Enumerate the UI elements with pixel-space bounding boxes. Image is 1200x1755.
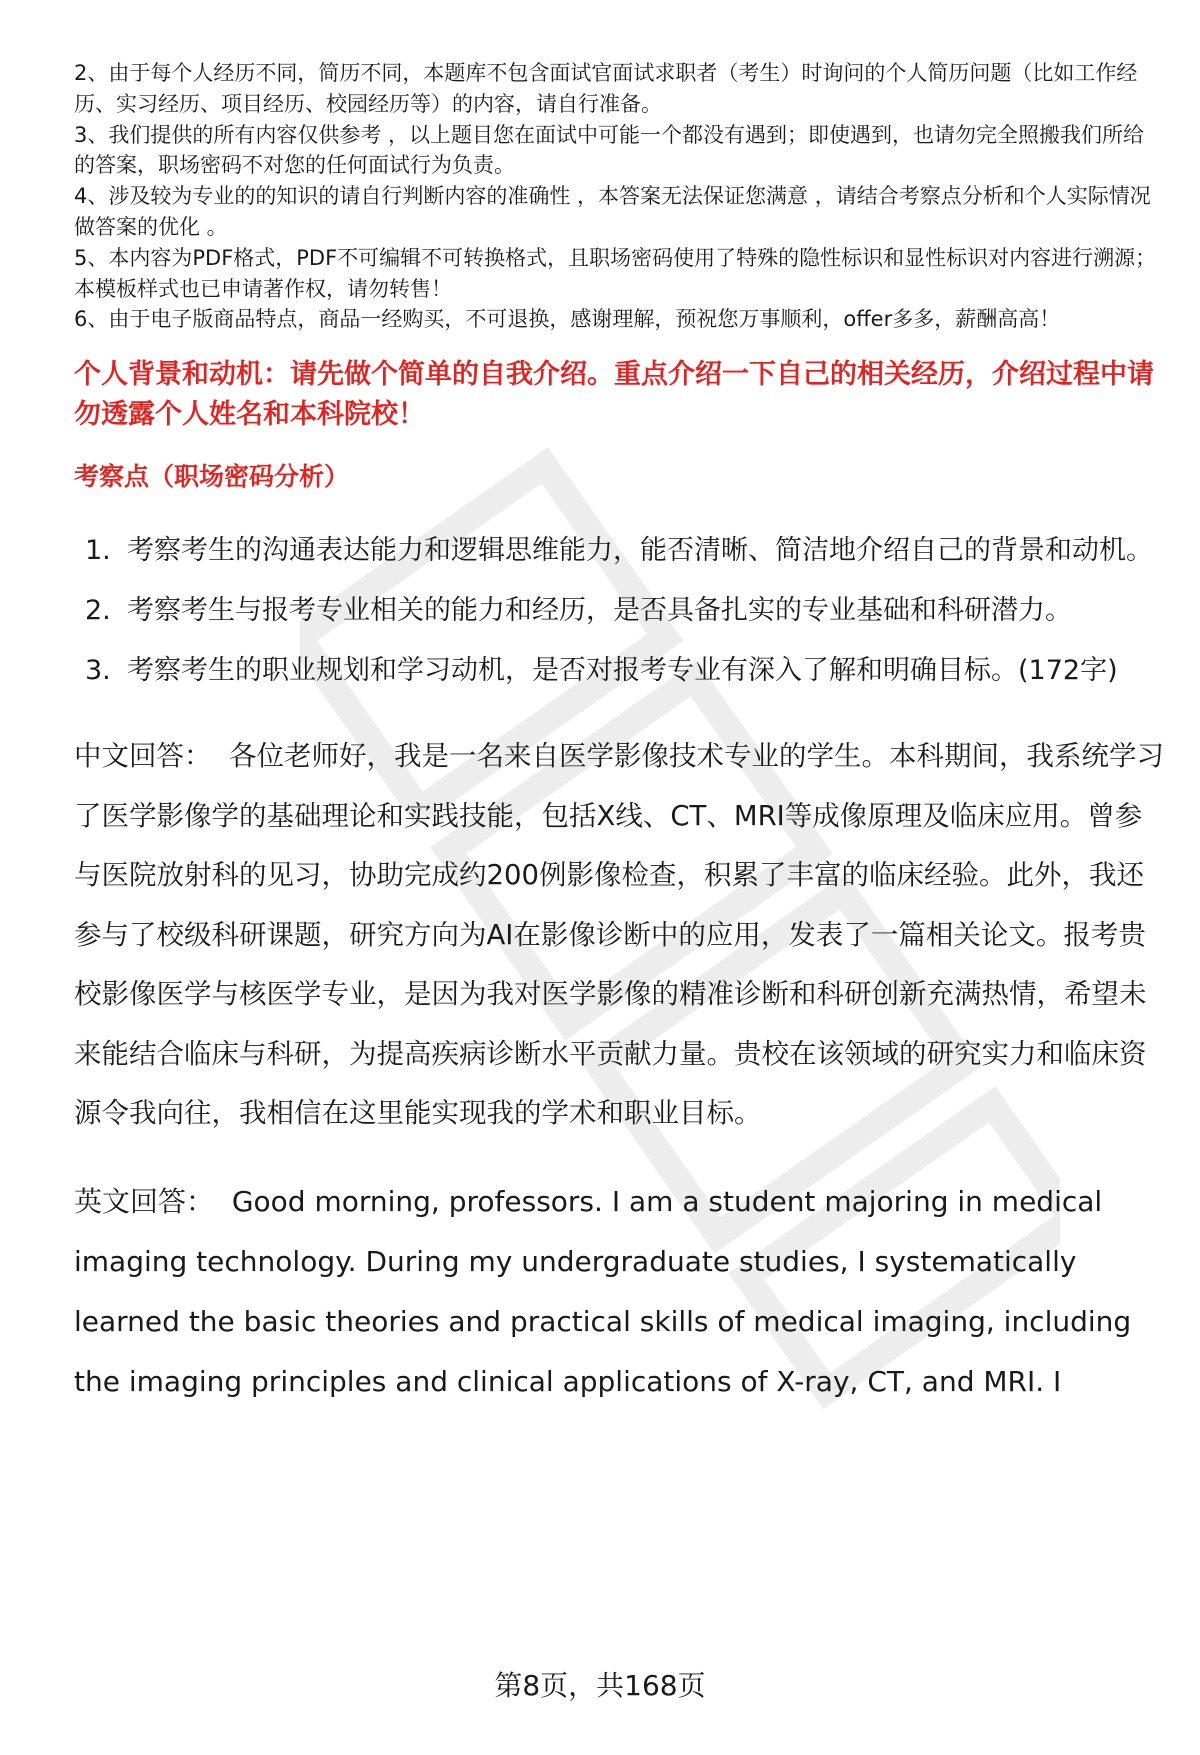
chinese-answer-label: 中文回答： — [74, 740, 212, 773]
english-answer-label: 英文回答： — [74, 1184, 215, 1218]
analysis-title: 考察点（职场密码分析） — [74, 462, 350, 492]
point-number: 2. — [85, 595, 111, 627]
document-page — [74, 58, 1164, 1412]
chinese-answer — [74, 727, 1164, 1144]
english-answer-text: Good morning, professors. I am a student majoring in medical imaging technology. During my undergraduate studies, I systematically learned the basic theories and practical skills of medical imaging, including the imaging principles and clinical applications of X-ray, CT, and MRI. I — [74, 1184, 1132, 1398]
note-item: 5、本内容为PDF格式，PDF不可编辑不可转换格式，且职场密码使用了特殊的隐性标识和显性标识对内容进行溯源；本模板样式也已申请著作权，请勿转售！ — [74, 245, 1157, 301]
analysis-point — [74, 581, 1164, 641]
note-item: 4、涉及较为专业的的知识的请自行判断内容的准确性 ，本答案无法保证您满意 ，请结合考察点分析和个人实际情况做答案的优化 。 — [74, 184, 1151, 239]
analysis-point — [74, 521, 1164, 581]
point-text: 考察考生与报考专业相关的能力和经历，是否具备扎实的专业基础和科研潜力。 — [127, 595, 1072, 627]
interview-question: 个人背景和动机：请先做个简单的自我介绍。重点介绍一下自己的相关经历，介绍过程中请勿透露个人姓名和本科院校！ — [74, 359, 1154, 431]
disclaimer-notes — [74, 58, 1164, 335]
point-text: 考察考生的沟通表达能力和逻辑思维能力，能否清晰、简洁地介绍自己的背景和动机。 — [127, 535, 1153, 567]
note-item: 6、由于电子版商品特点，商品一经购买，不可退换，感谢理解，预祝您万事顺利，offer多多，薪酬高高！ — [74, 307, 1061, 332]
note-item: 2、由于每个人经历不同，简历不同，本题库不包含面试官面试求职者（考生）时询问的个人简历问题（比如工作经历、实习经历、项目经历、校园经历等）的内容，请自行准备。 — [74, 61, 1138, 116]
analysis-point — [74, 641, 1164, 701]
page-number: 第8页，共168页 — [494, 1669, 706, 1702]
english-answer — [74, 1172, 1164, 1412]
point-text: 考察考生的职业规划和学习动机，是否对报考专业有深入了解和明确目标。(172字) — [127, 655, 1118, 687]
chinese-answer-text: 各位老师好，我是一名来自医学影像技术专业的学生。本科期间，我系统学习了医学影像学的基础理论和实践技能，包括X线、CT、MRI等成像原理及临床应用。曾参与医院放射科的见习，协助完成约200例影像检查，积累了丰富的临床经验。此外，我还参与了校级科研课题，研究方向为AI在影像诊断中的应用，发表了一篇相关论文。报考贵校影像医学与核医学专业，是因为我对医学影像的精准诊断和科研创新充满热情，希望未来能结合临床与科研，为提高疾病诊断水平贡献力量。贵校在该领域的研究实力和临床资源令我向往，我相信在这里能实现我的学术和职业目标。 — [74, 740, 1164, 1130]
point-number: 1. — [85, 535, 111, 567]
analysis-points — [74, 521, 1164, 701]
note-item: 3、我们提供的所有内容仅供参考 ，以上题目您在面试中可能一个都没有遇到；即使遇到，也请勿完全照搬我们所给的答案，职场密码不对您的任何面试行为负责。 — [74, 122, 1145, 178]
point-number: 3. — [85, 655, 111, 687]
